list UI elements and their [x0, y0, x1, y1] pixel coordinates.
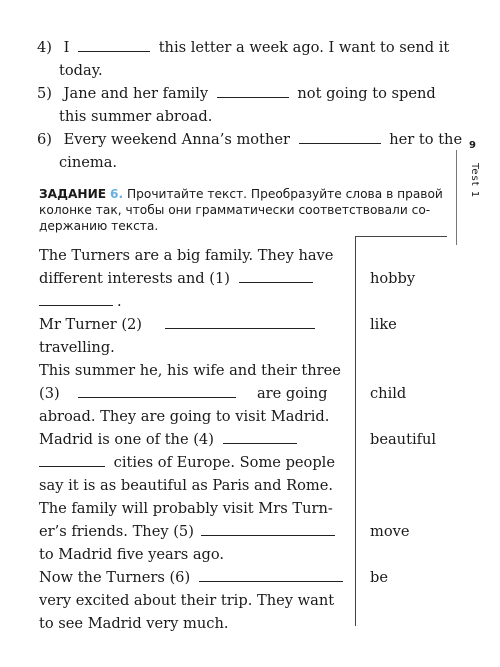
- text-line-1: The Turners are a big family. They have: [39, 247, 334, 264]
- text-line-14: to Madrid five years ago.: [39, 546, 225, 563]
- answer-blank-6[interactable]: [299, 128, 381, 144]
- text-line-2: different interests and (1): [39, 267, 339, 290]
- word-move: move: [370, 523, 410, 540]
- gap-blank-2[interactable]: [165, 313, 315, 329]
- answer-blank-5[interactable]: [217, 82, 289, 98]
- text-line-15: Now the Turners (6): [39, 566, 339, 589]
- word-hobby: hobby: [370, 270, 416, 287]
- task-number: 6.: [109, 187, 124, 201]
- word-be: be: [370, 569, 388, 586]
- instruction-line-1: Прочитайте текст. Преобразуйте слова в правой: [126, 187, 443, 201]
- instruction-line-2: колонке так, чтобы они грамматически соответствовали со-: [39, 203, 431, 217]
- text-line-16: very excited about their trip. They want: [39, 592, 335, 609]
- text-line-17: to see Madrid very much.: [39, 615, 229, 632]
- gap-blank-3[interactable]: [78, 382, 236, 398]
- text-line-13: er’s friends. They (5): [39, 520, 339, 543]
- page-number: 9: [469, 140, 476, 151]
- gap-blank-4b[interactable]: [39, 451, 105, 467]
- word-child: child: [370, 385, 407, 402]
- word-beautiful: beautiful: [370, 431, 437, 448]
- column-divider: [355, 236, 356, 626]
- section-label: Test 1: [469, 163, 480, 199]
- text-line-5: travelling.: [39, 339, 115, 356]
- task-label: ЗАДАНИЕ: [39, 187, 107, 201]
- item-4-line1: 4) I this letter a week ago. I want to send it: [37, 36, 447, 59]
- sidebar-divider: [456, 150, 457, 245]
- task-heading: [39, 186, 449, 234]
- text-line-3: .: [39, 290, 339, 313]
- item-5-line2: this summer abroad.: [59, 108, 213, 125]
- text-line-6: This summer he, his wife and their three: [39, 362, 341, 379]
- item-6-line1: 6) Every weekend Anna’s mother her to the: [37, 128, 447, 151]
- gap-blank-6[interactable]: [199, 566, 343, 582]
- answer-blank-4[interactable]: [78, 36, 150, 52]
- table-top-border: [355, 236, 447, 237]
- gap-blank-5[interactable]: [201, 520, 335, 536]
- text-line-9: Madrid is one of the (4): [39, 428, 339, 451]
- text-column: [39, 244, 339, 635]
- word-like: like: [370, 316, 397, 333]
- text-line-7: (3) are going: [39, 382, 339, 405]
- item-4-line2: today.: [59, 62, 103, 79]
- text-line-10: cities of Europe. Some people: [39, 451, 339, 474]
- instruction-line-3: держанию текста.: [39, 219, 159, 233]
- text-line-4: Mr Turner (2): [39, 313, 339, 336]
- gap-blank-4[interactable]: [223, 428, 297, 444]
- gap-blank-1b[interactable]: [39, 290, 113, 306]
- text-line-11: say it is as beautiful as Paris and Rome.: [39, 477, 334, 494]
- text-line-8: abroad. They are going to visit Madrid.: [39, 408, 330, 425]
- gap-blank-1[interactable]: [239, 267, 313, 283]
- text-line-12: The family will probably visit Mrs Turn-: [39, 500, 333, 517]
- item-5-line1: 5) Jane and her family not going to spend: [37, 82, 447, 105]
- item-6-line2: cinema.: [59, 154, 118, 171]
- exercise-prev: [37, 36, 463, 174]
